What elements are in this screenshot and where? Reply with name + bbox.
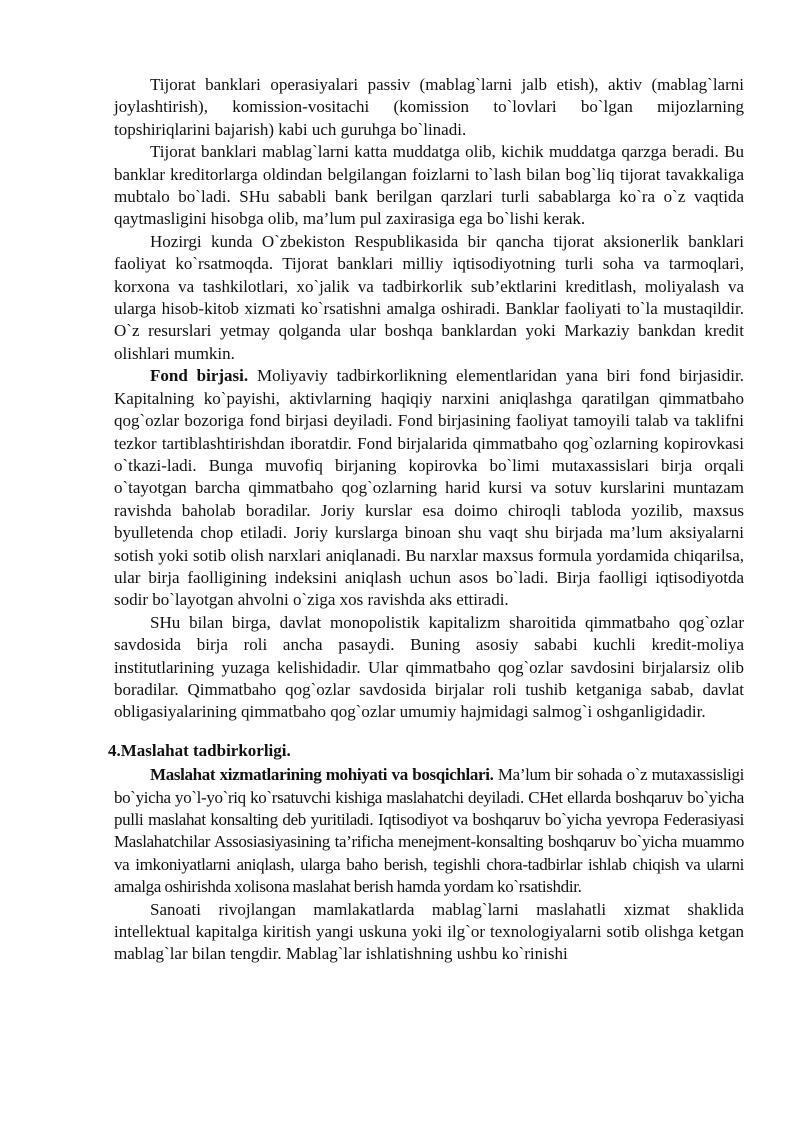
paragraph-fond-birjasi [114,365,744,611]
paragraph-commercial-banks: Tijorat banklari mablag`larni katta muddatga olib, kichik muddatga qarzga beradi. Bu banklar kreditorlarga oldindan belgilangan foizlarni to`lash bilan bog`liq tijorat tavakkaliga mubtalo bo`ladi. SHu sababli bank berilgan qarzlari turli sabablarga ko`ra o`z vaqtida qaytmasligini hisobga olib, ma’lum pul zaxirasiga ega bo`lishi kerak. [114,142,744,229]
fond-birjasi-lead: Fond birjasi. [150,366,249,386]
fond-birjasi-text: Moliyaviy tadbirkorlikning elementlaridan yana biri fond birjasidir. Kapitalning ko`payishi, aktivlarning haqiqiy narxini aniqlashga qaratilgan qimmatbaho qog`ozlar bozoriga fond birjasi deyiladi. Fond birjasining faoliyat tamoyili talab va taklifni tezkor tartiblashtirishdan iboratdir. Fond birjalarida qimmatbaho qog`ozlarning kopirovkasi o`tkazi-ladi. Bunga muvofiq birjaning kopirovka bo`limi mutaxassislari birja orqali o`tayotgan barcha qimmatbaho qog`ozlarning harid kursi va sotuv kurslarini muntazam ravishda baholab boradilar. Joriy kurslar esa doimo chiroqli tabloda yozilib, maxsus byulletenda chop etiladi. Joriy kurslarga binoan shu vaqt shu birjada ma’lum aksiyalarni sotish yoki sotib olish narxlari aniqlanadi. Bu narxlar maxsus formula yordamida chiqarilsa, ular birja faolligining indeksini aniqlash uchun asos bo`ladi. Birja faolligi iqtisodiyotda sodir bo`layotgan ahvolni o`ziga xos ravishda aks ettiradi. [114,366,744,610]
section-heading: 4.Maslahat tadbirkorligi. [108,740,291,760]
maslahat-lead: Maslahat xizmatlarining mohiyati va bosqichlari. [150,765,494,785]
paragraph-uzbekistan-banks: Hozirgi kunda O`zbekiston Respublikasida bir qancha tijorat aksionerlik banklari faoliyat ko`rsatmoqda. Tijorat banklari milliy iqtisodiyotning turli soha va tarmoqlari, korxona va tashkilotlari, xo`jalik va tadbirkorlik sub’ektlarini kreditlash, moliyalash va ularga hisob-kitob xizmati ko`rsatishni amalga oshiradi. Banklar faoliyati to`la mustaqildir. O`z resurslari yetmay qolganda ular boshqa banklardan yoki Markaziy bankdan kredit olishlari mumkin. [114,231,744,363]
maslahat-text: Ma’lum bir sohada o`z mutaxassisligi bo`yicha yo`l-yo`riq ko`rsatuvchi kishiga maslahatchi deyiladi. CHet ellarda boshqaruv bo`yicha pulli maslahat konsalting deb yuritiladi. Iqtisodiyot va boshqaruv bo`yicha yevropa Federasiyasi Maslahatchilar Assosiasiyasining ta’rificha menejment-konsalting boshqaruv bo`yicha muammo va imkoniyatlarni aniqlash, ularga baho berish, tegishli chora-tadbirlar ishlab chiqish va ularni amalga oshirishda xolisona maslahat berish hamda yordam ko`rsatishdir. [114,765,744,897]
paragraph-operations: Tijorat banklari operasiyalari passiv (mablag`larni jalb etish), aktiv (mablag`larni joylashtirish), komission-vositachi (komission to`lovlari bo`lgan mijozlarning topshiriqlarini bajarish) kabi uch guruhga bo`linadi. [114,75,744,139]
paragraph-monopolistic: SHu bilan birga, davlat monopolistik kapitalizm sharoitida qimmatbaho qog`ozlar savdosida birja roli ancha pasaydi. Buning asosiy sababi kuchli kredit-moliya institutlarining yuzaga kelishidadir. Ular qimmatbaho qog`ozlar savdosini birjalarsiz olib boradilar. Qimmatbaho qog`ozlar savdosida birjalar roli tushib ketganiga sabab, davlat obligasiyalarining qimmatbaho qog`ozlar umumiy hajmidagi salmog`i oshganligidadir. [114,612,744,722]
paragraph-maslahat [114,764,744,898]
paragraph-industrial-countries: Sanoati rivojlangan mamlakatlarda mablag`larni maslahatli xizmat shaklida intellektual kapitalga kiritish yangi uskuna yoki ilg`or texnologiyalarni sotib olishga ketgan mablag`lar bilan tengdir. Mablag`lar ishlatishning ushbu ko`rinishi [114,899,744,964]
